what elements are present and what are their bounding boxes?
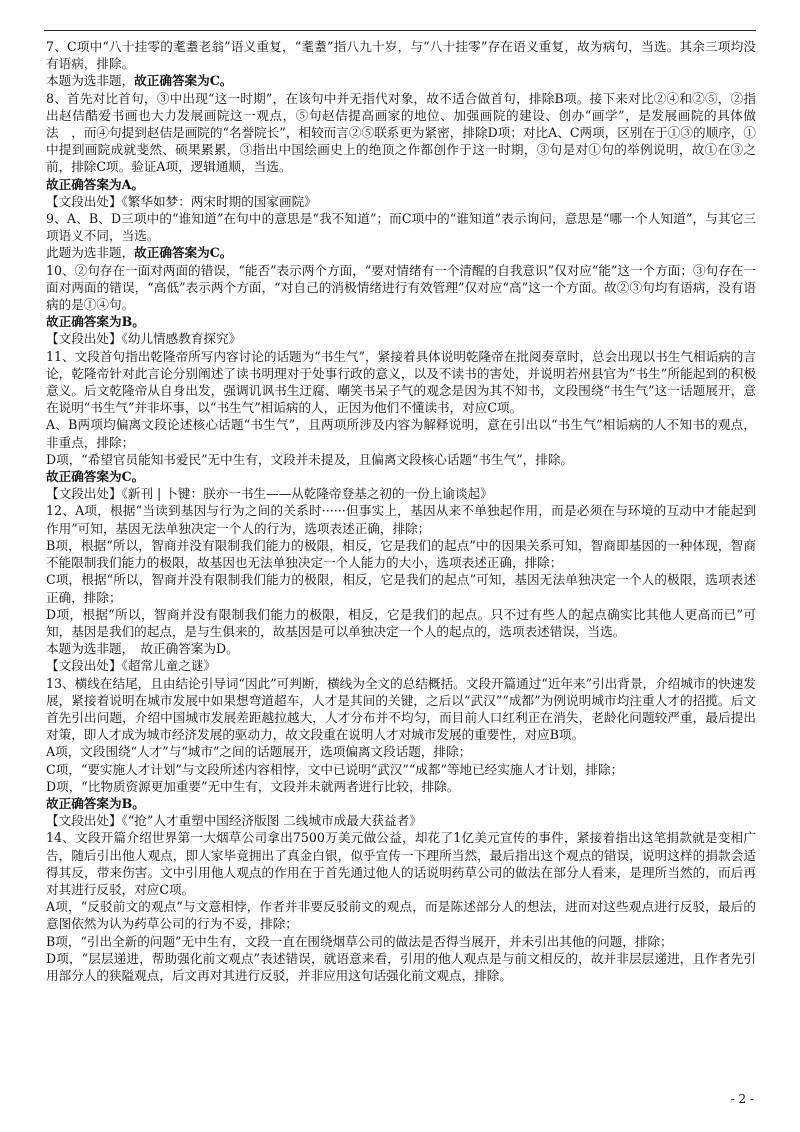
q11-option-ab: A、B两项均偏离文段论述核心话题“书生气”，且两项所涉及内容为解释说明，意在引出以“书生气”相诟病的人不知书的观点，非重点，排除； [46, 417, 756, 450]
q8-answer: 故正确答案为A。 [46, 176, 144, 192]
q10-explanation: 10、②句存在一面对两面的错误，“能否”表示两个方面，“要对情绪有一个清醒的自我意识”仅对应“能”这一个方面；③句存在一面对两面的错误，“高低”表示两个方面，“对自己的消极情绪进行有效管理”仅对应“高”这一个方面。故②③句均有语病，没有语病的是①④句。 [46, 262, 756, 313]
q13-source: 【文段出处】《“抢”人才重塑中国经济版图 二线城市成最大获益者》 [46, 813, 422, 829]
q13-option-c: C项，“要实施人才计划”与文段所述内容相悖，文中已说明“武汉”“成都”等地已经实施人才计划，排除； [46, 761, 624, 777]
q7-explanation: 7、C项中“八十挂零的耄耋老翁”语义重复，“耄耋”指八九十岁，与“八十挂零”存在语义重复，故为病句，当选。其余三项均没有语病，排除。 [46, 39, 756, 72]
q9-explanation: 9、A、B、D三项中的“谁知道”在句中的意思是“我不知道”；而C项中的“谁知道”表示询问，意思是“哪一个人知道”，与其它三项语义不同，当选。 [46, 211, 756, 244]
q11-explanation: 11、文段首句指出乾隆帝所写内容讨论的话题为“书生气”，紧接着具体说明乾隆帝在批阅奏章时，总会出现以书生气相诟病的言论，乾隆帝针对此言论分别阐述了读书明理对于处事行政的意义，以及不读书的害处，并说明若州县官为“书生”所能起到的积极意义。后文乾隆帝从自身出发，强调讥讽书生迂腐、嘲笑书呆子气的观念是因为其不知书，文段围绕“书生气”这一话题展开，意在说明“书生气”并非坏事，以“书生气”相诟病的人，正因为他们不懂读书，对应C项。 [46, 348, 756, 416]
q10-source: 【文段出处】《幼儿情感教育探究》 [46, 331, 242, 347]
q12-option-c: C项，根据“所以，智商并没有限制我们能力的极限，相反，它是我们的起点”可知，基因无法单独决定一个人的极限，选项表述正确，排除； [46, 572, 756, 605]
q14-option-a: A项，“反驳前文的观点”与文意相悖，作者并非要反驳前文的观点，而是陈述部分人的想法，进而对这些观点进行反驳，最后的意图依然为认为药草公司的行为不妥，排除； [46, 899, 756, 932]
q10-answer: 故正确答案为B。 [46, 314, 145, 330]
q12-option-a: 12、A项，根据“当读到基因与行为之间的关系时······但事实上，基因从来不单独起作用，而是必须在与环境的互动中才能起到作用”可知，基因无法单独决定一个人的行为，选项表述正确，排除； [46, 503, 756, 536]
q13-explanation: 13、横线在结尾，且由结论引导词“因此”可判断，横线为全文的总结概括。文段开篇通过“近年来”引出背景，介绍城市的快速发展，紧接着说明在城市发展中如果想弯道超车，人才是其间的关键，之后以“武汉”“成都”为例说明城市均注重人才的招揽。后文首先引出问题，介绍中国城市发展差距越拉越大，人才分布并不均匀，而目前人口红利正在消失，老龄化问题较严重，最后提出对策，即人才成为城市经济发展的驱动力，故文段重在说明人才对城市发展的重要性，对应B项。 [46, 675, 756, 743]
q14-option-d: D项，“层层递进，帮助强化前文观点”表述错误，就语意来看，引用的他人观点是与前文相反的，故并非层层递进，且作者先引用部分人的狭隘观点，后文再对其进行反驳，并非应用这句话强化前文观点，排除。 [46, 950, 756, 983]
q12-option-d: D项，根据“所以，智商并没有限制我们能力的极限，相反，它是我们的起点。只不过有些人的起点确实比其他人更高而已”可知，基因是我们的起点，是与生俱来的，故基因是可以单独决定一个人的起点的，选项表述错误，当选。 [46, 606, 756, 639]
q8-explanation: 8、首先对比首句，③中出现“这一时期”，在该句中并无指代对象，故不适合做首句，排除B项。接下来对比②④和②⑤，②指出赵佶酷爱书画也大力发展画院这一观点，⑤句赵佶提高画家的地位、加强画院的建设、创办“画学”，是发展画院的具体做法 ，而④句提到赵佶是画院的“名誉院长”，相较而言②⑤联系更为紧密，排除D项；对比A、C两项，区别在于①③的顺序，①中提到画院成就斐然、硕果累累，③指出中国绘画史上的绝顶之作都创作于这一时期，③句是对①句的举例说明，故①在③之前，排除C项。验证A项，逻辑通顺，当选。 [46, 90, 756, 175]
q11-option-d: D项，“希望官员能知书爱民”无中生有，文段并未提及，且偏离文段核心话题“书生气”，排除。 [46, 451, 574, 467]
header-rule [44, 30, 756, 31]
q11-source: 【文段出处】《新刊 | 卜键：朕亦一书生——从乾隆帝登基之初的一份上谕谈起》 [46, 486, 493, 502]
answer-analysis-body [46, 38, 756, 984]
q9-answer-line: 此题为选非题，故正确答案为C。 [46, 245, 233, 261]
page-number: - 2 - [730, 1092, 754, 1106]
q12-option-b: B项，根据“所以，智商并没有限制我们能力的极限，相反，它是我们的起点”中的因果关系可知，智商即基因的一种体现，智商不能限制我们能力的极限，故基因也无法单独决定一个人能力的大小，选项表述正确，排除； [46, 537, 756, 571]
q13-option-a: A项，文段围绕“人才”与“城市”之间的话题展开，选项偏离文段话题，排除； [46, 744, 472, 760]
q13-option-d: D项，“比物质资源更加重要”无中生有，文段并未就两者进行比较，排除。 [46, 778, 460, 794]
q14-explanation: 14、文段开篇介绍世界第一大烟草公司拿出7500万美元做公益，却花了1亿美元宣传的事件，紧接着指出这笔捐款就是变相广告，随后引出他人观点，即人家毕竟拥出了真金白银，似乎宣传一下理所当然，最后指出这个观点的错误，说明这样的捐款会适得其反，带来伤害。文中引用他人观点的作用在于首先通过他人的话说明药草公司的做法在部分人看来，是理所当然的，而后再对其进行反驳，对应C项。 [46, 830, 756, 897]
q12-answer-line: 本题为选非题， 故正确答案为D。 [46, 641, 239, 657]
q13-answer: 故正确答案为B。 [46, 795, 145, 811]
q14-option-b: B项，“引出全新的问题”无中生有，文段一直在围绕烟草公司的做法是否得当展开，并未引出其他的问题，排除； [46, 933, 673, 949]
q8-source: 【文段出处】《繁华如梦：两宋时期的国家画院》 [46, 193, 317, 209]
q12-source: 【文段出处】《超常儿童之谜》 [46, 658, 217, 674]
q7-answer-line: 本题为选非题，故正确答案为C。 [46, 73, 233, 89]
q11-answer: 故正确答案为C。 [46, 469, 145, 485]
